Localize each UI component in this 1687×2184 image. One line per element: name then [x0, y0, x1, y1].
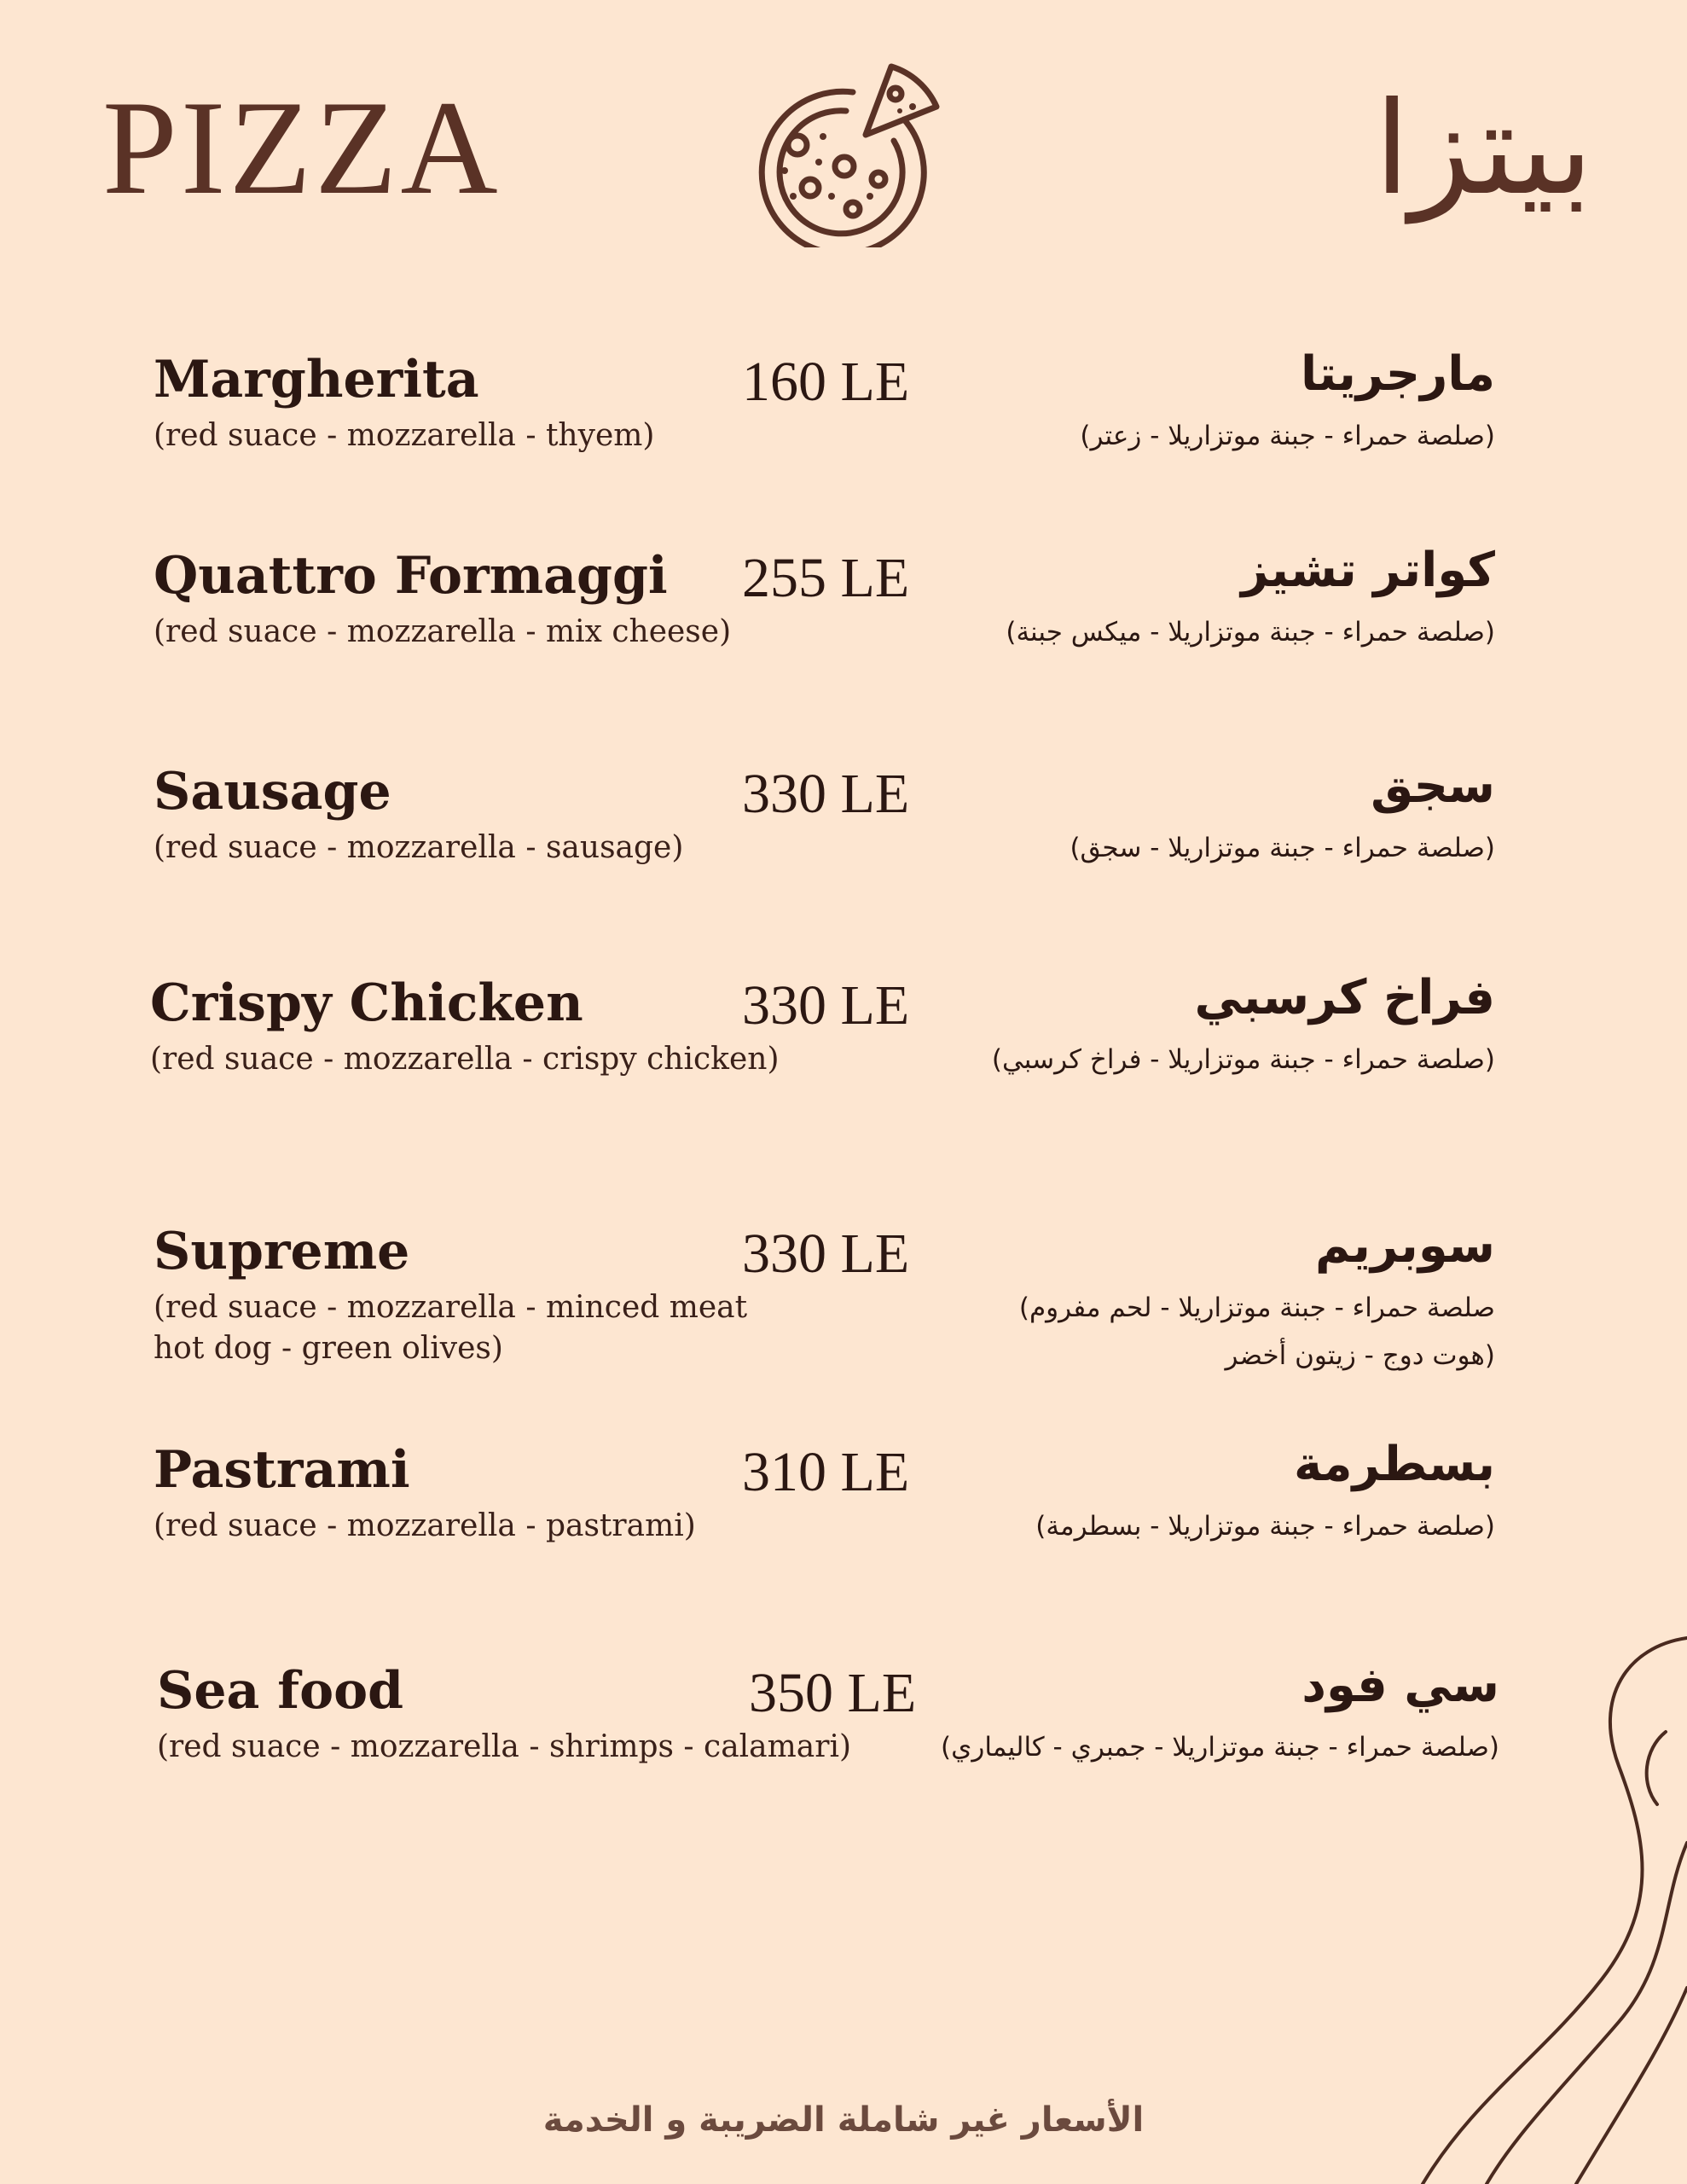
item-name-en: Sea food — [157, 1661, 404, 1721]
item-desc-ar: (صلصة حمراء - جبنة موتزاريلا - ميكس جبنة) — [1006, 617, 1495, 648]
item-price: 330 LE — [742, 1223, 910, 1285]
decorative-wave-lines — [1406, 1621, 1687, 2184]
item-name-ar: فراخ كرسبي — [1194, 970, 1495, 1025]
item-name-en: Pastrami — [154, 1440, 410, 1500]
item-desc-en: (red suace - mozzarella - pastrami) — [154, 1508, 696, 1543]
item-name-en: Quattro Formaggi — [154, 546, 668, 606]
item-price: 330 LE — [742, 763, 910, 825]
page-title-en: PIZZA — [102, 73, 501, 223]
item-name-en: Sausage — [154, 762, 391, 822]
item-name-en: Margherita — [154, 350, 479, 410]
item-desc-en: (red suace - mozzarella - minced meat hot dog - green olives) — [154, 1290, 748, 1366]
item-name-ar: سجق — [1371, 758, 1495, 814]
item-price: 255 LE — [742, 547, 910, 609]
item-price: 310 LE — [742, 1441, 910, 1503]
item-desc-en: (red suace - mozzarella - crispy chicken) — [150, 1042, 780, 1077]
item-name-ar: سوبريم — [1315, 1218, 1495, 1274]
item-desc-ar: صلصة حمراء - جبنة موتزاريلا - لحم مفروم) (هوت دوج - زيتون أخضر — [1018, 1292, 1495, 1371]
item-desc-en: (red suace - mozzarella - sausage) — [154, 830, 684, 865]
item-desc-ar: (صلصة حمراء - جبنة موتزاريلا - جمبري - كاليماري) — [940, 1732, 1499, 1763]
page-title-ar: بيتزا — [1374, 75, 1593, 224]
item-desc-en: (red suace - mozzarella - mix cheese) — [154, 614, 732, 649]
item-desc-ar: (صلصة حمراء - جبنة موتزاريلا - زعتر) — [1080, 421, 1495, 451]
item-desc-ar: (صلصة حمراء - جبنة موتزاريلا - سجق) — [1070, 833, 1495, 863]
item-name-ar: مارجريتا — [1300, 346, 1495, 402]
footer-note: الأسعار غير شاملة الضريبة و الخدمة — [542, 2100, 1145, 2140]
item-name-ar: سي فود — [1301, 1658, 1499, 1713]
item-desc-ar: (صلصة حمراء - جبنة موتزاريلا - فراخ كرسبي) — [991, 1044, 1495, 1075]
pizza-icon — [751, 60, 947, 247]
item-price: 160 LE — [742, 351, 910, 413]
item-price: 330 LE — [742, 974, 910, 1037]
item-desc-ar: (صلصة حمراء - جبنة موتزاريلا - بسطرمة) — [1035, 1511, 1495, 1542]
item-name-ar: كواتر تشيز — [1241, 543, 1495, 598]
item-name-ar: بسطرمة — [1293, 1437, 1495, 1492]
item-desc-en: (red suace - mozzarella - shrimps - calamari) — [157, 1729, 852, 1764]
item-name-en: Supreme — [154, 1222, 410, 1281]
item-price: 350 LE — [749, 1662, 917, 1724]
item-desc-en: (red suace - mozzarella - thyem) — [154, 418, 655, 453]
item-name-en: Crispy Chicken — [150, 973, 583, 1033]
